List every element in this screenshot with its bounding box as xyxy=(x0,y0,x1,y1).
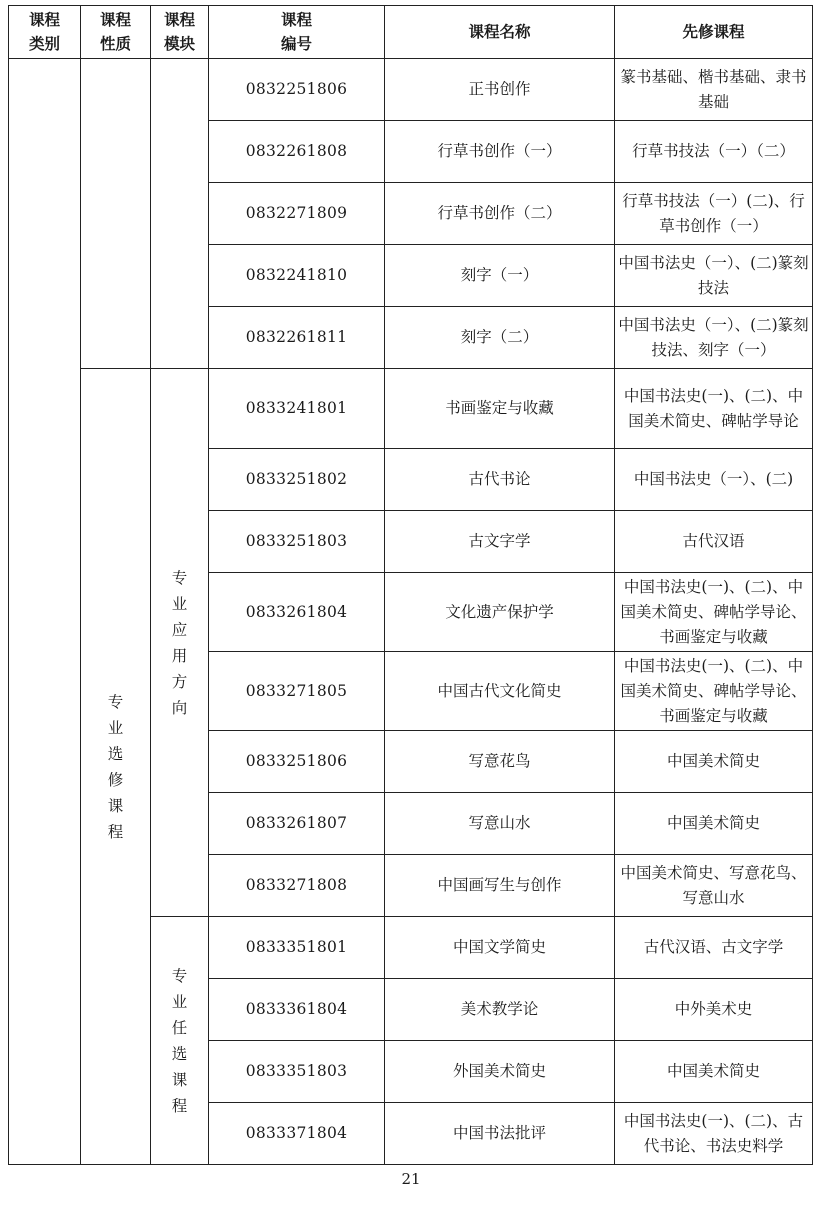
course-code: 0832261808 xyxy=(209,121,385,183)
course-code: 0832271809 xyxy=(209,183,385,245)
course-name: 古代书论 xyxy=(385,449,615,511)
course-prereq: 篆书基础、楷书基础、隶书基础 xyxy=(615,59,813,121)
nature-cell-empty xyxy=(81,59,151,369)
course-name: 正书创作 xyxy=(385,59,615,121)
course-prereq: 古代汉语、古文字学 xyxy=(615,917,813,979)
course-name: 写意山水 xyxy=(385,793,615,855)
course-prereq: 中国书法史(一)、(二)、中国美术简史、碑帖学导论 xyxy=(615,369,813,449)
table-row xyxy=(9,369,813,449)
course-code: 0833351803 xyxy=(209,1041,385,1103)
course-code: 0833271805 xyxy=(209,652,385,731)
course-name: 中国画写生与创作 xyxy=(385,855,615,917)
course-name: 书画鉴定与收藏 xyxy=(385,369,615,449)
course-code: 0833251802 xyxy=(209,449,385,511)
course-prereq: 中国书法史（一）、(二)篆刻技法 xyxy=(615,245,813,307)
course-code: 0833241801 xyxy=(209,369,385,449)
course-name: 外国美术简史 xyxy=(385,1041,615,1103)
course-name: 刻字（二） xyxy=(385,307,615,369)
course-code: 0833351801 xyxy=(209,917,385,979)
course-prereq: 行草书技法（一）（二） xyxy=(615,121,813,183)
course-code: 0833361804 xyxy=(209,979,385,1041)
header-row xyxy=(9,6,813,59)
course-name: 古文字学 xyxy=(385,511,615,573)
course-name: 中国书法批评 xyxy=(385,1103,615,1165)
nature-cell-elective: 专业选修课程 xyxy=(81,369,151,1165)
course-name: 刻字（一） xyxy=(385,245,615,307)
course-prereq: 中国书法史（一）、(二)篆刻技法、刻字（一） xyxy=(615,307,813,369)
course-name: 行草书创作（二） xyxy=(385,183,615,245)
page-number: 21 xyxy=(401,1170,421,1188)
header-prereq: 先修课程 xyxy=(615,6,813,59)
course-code: 0832251806 xyxy=(209,59,385,121)
header-name: 课程名称 xyxy=(385,6,615,59)
course-code: 0833251803 xyxy=(209,511,385,573)
course-prereq: 古代汉语 xyxy=(615,511,813,573)
course-prereq: 中国美术简史、写意花鸟、写意山水 xyxy=(615,855,813,917)
course-code: 0833261807 xyxy=(209,793,385,855)
header-category: 课程类别 xyxy=(9,6,81,59)
course-name: 中国古代文化简史 xyxy=(385,652,615,731)
module-cell-empty xyxy=(151,59,209,369)
course-name: 文化遗产保护学 xyxy=(385,573,615,652)
course-prereq: 中国书法史（一）、(二) xyxy=(615,449,813,511)
course-name: 写意花鸟 xyxy=(385,731,615,793)
course-name: 行草书创作（一） xyxy=(385,121,615,183)
course-code: 0832241810 xyxy=(209,245,385,307)
course-prereq: 中国书法史(一)、(二)、中国美术简史、碑帖学导论、书画鉴定与收藏 xyxy=(615,573,813,652)
course-name: 美术教学论 xyxy=(385,979,615,1041)
course-name: 中国文学简史 xyxy=(385,917,615,979)
course-prereq: 中国美术简史 xyxy=(615,731,813,793)
course-code: 0833371804 xyxy=(209,1103,385,1165)
header-nature: 课程性质 xyxy=(81,6,151,59)
course-prereq: 中外美术史 xyxy=(615,979,813,1041)
course-prereq: 中国书法史(一)、(二)、古代书论、书法史料学 xyxy=(615,1103,813,1165)
module-cell-applied: 专业应用方向 xyxy=(151,369,209,917)
course-prereq: 中国美术简史 xyxy=(615,1041,813,1103)
course-prereq: 中国美术简史 xyxy=(615,793,813,855)
header-module: 课程模块 xyxy=(151,6,209,59)
course-code: 0833271808 xyxy=(209,855,385,917)
course-table xyxy=(8,5,813,1165)
course-prereq: 行草书技法（一）(二)、行草书创作（一） xyxy=(615,183,813,245)
course-code: 0832261811 xyxy=(209,307,385,369)
table-row xyxy=(9,59,813,121)
course-prereq: 中国书法史(一)、(二)、中国美术简史、碑帖学导论、书画鉴定与收藏 xyxy=(615,652,813,731)
course-code: 0833261804 xyxy=(209,573,385,652)
header-code: 课程编号 xyxy=(209,6,385,59)
course-code: 0833251806 xyxy=(209,731,385,793)
category-cell xyxy=(9,59,81,1165)
module-cell-optional: 专业任选课程 xyxy=(151,917,209,1165)
